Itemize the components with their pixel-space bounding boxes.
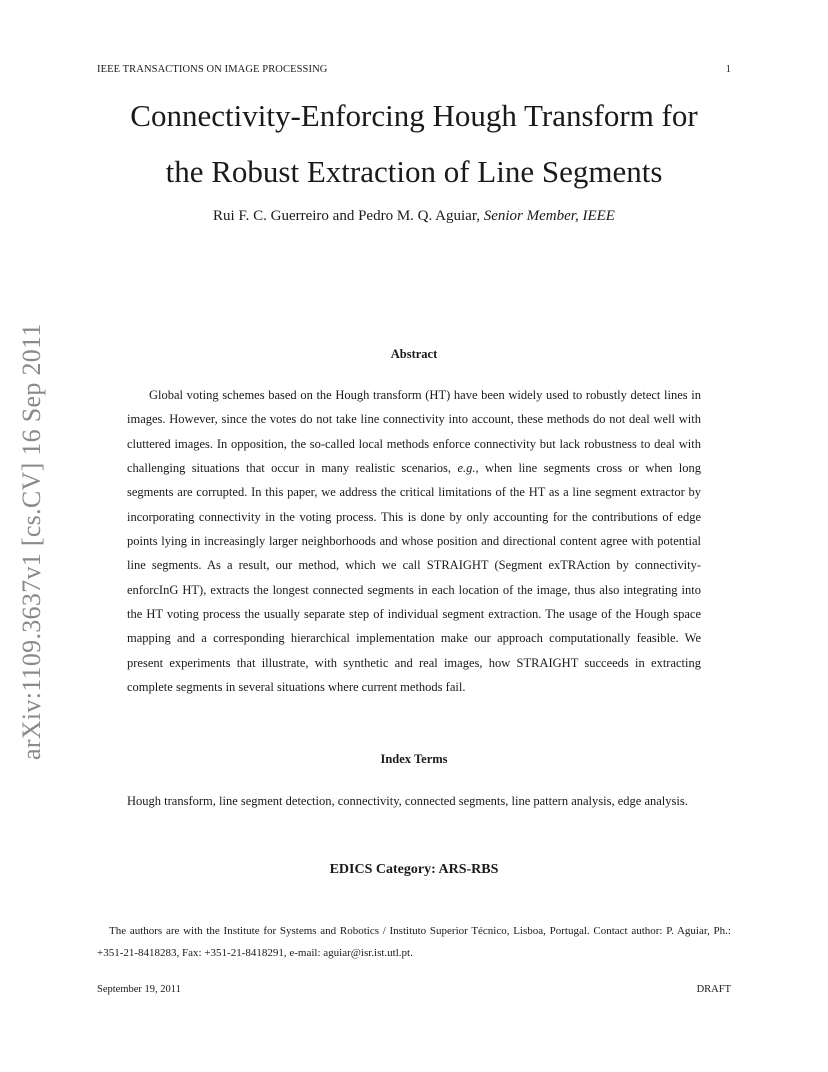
author-membership: Senior Member, IEEE xyxy=(483,208,615,224)
abstract-text-part-2: , when line segments cross or when long segments are corrupted. In this paper, we address the critical limitations of the HT as a line segment extractor by incorporating connectivity in the voting process. This is done by only accounting for the contributions of edge points lying in increasingly larger neighborhoods and whose position and directional content agree with potential line segments. As a result, our method, which we call STRAIGHT (Segment exTRAction by connectivity-enforcInG HT), extracts the longest connected segments in each location of the image, thus also integrating into the HT voting process the usually separate step of individual segment extraction. The usage of the Hough space mapping and a corresponding hierarchical implementation make our approach computationally feasible. We present experiments that illustrate, with synthetic and real images, how STRAIGHT succeeds in extracting complete segments in several situations where current methods fail. xyxy=(127,461,701,695)
author-line xyxy=(60,208,768,225)
footnote-text: The authors are with the Institute for Systems and Robotics / Instituto Superior Técnico, Lisboa, Portugal. Contact author: P. Aguiar, Ph.: +351-21-8418283, Fax: +351-21-8418291, e-mail: aguiar@isr.ist.utl.pt. xyxy=(97,925,731,959)
running-footer xyxy=(97,984,731,998)
title-line-1: Connectivity-Enforcing Hough Transform for xyxy=(130,98,698,133)
title-line-2: the Robust Extraction of Line Segments xyxy=(165,154,663,189)
index-terms-heading: Index Terms xyxy=(380,752,448,766)
running-header xyxy=(97,64,731,78)
paper-title xyxy=(60,88,768,200)
footer-status: DRAFT xyxy=(696,984,731,995)
index-terms-text: Hough transform, line segment detection, connectivity, connected segments, line pattern analysis, edge analysis. xyxy=(127,794,688,808)
page-number: 1 xyxy=(725,64,731,75)
arxiv-identifier: arXiv:1109.3637v1 [cs.CV] 16 Sep 2011 xyxy=(17,323,46,760)
author-footnote xyxy=(97,920,731,964)
footer-date: September 19, 2011 xyxy=(97,984,181,995)
abstract-eg: e.g. xyxy=(457,461,476,476)
author-names: Rui F. C. Guerreiro and Pedro M. Q. Aguiar, xyxy=(213,208,480,224)
journal-name: IEEE TRANSACTIONS ON IMAGE PROCESSING xyxy=(97,64,328,75)
abstract-heading: Abstract xyxy=(390,347,438,361)
edics-category: EDICS Category: ARS-RBS xyxy=(329,862,499,877)
abstract-text-part-1: Global voting schemes based on the Hough transform (HT) have been widely used to robustly detect lines in images. However, since the votes do not take line connectivity into account, these methods do not deal well with cluttered images. In opposition, the so-called local methods enforce connectivity but lack robustness to deal with challenging situations that occur in many realistic scenarios, xyxy=(127,388,701,476)
abstract-text xyxy=(127,383,701,699)
